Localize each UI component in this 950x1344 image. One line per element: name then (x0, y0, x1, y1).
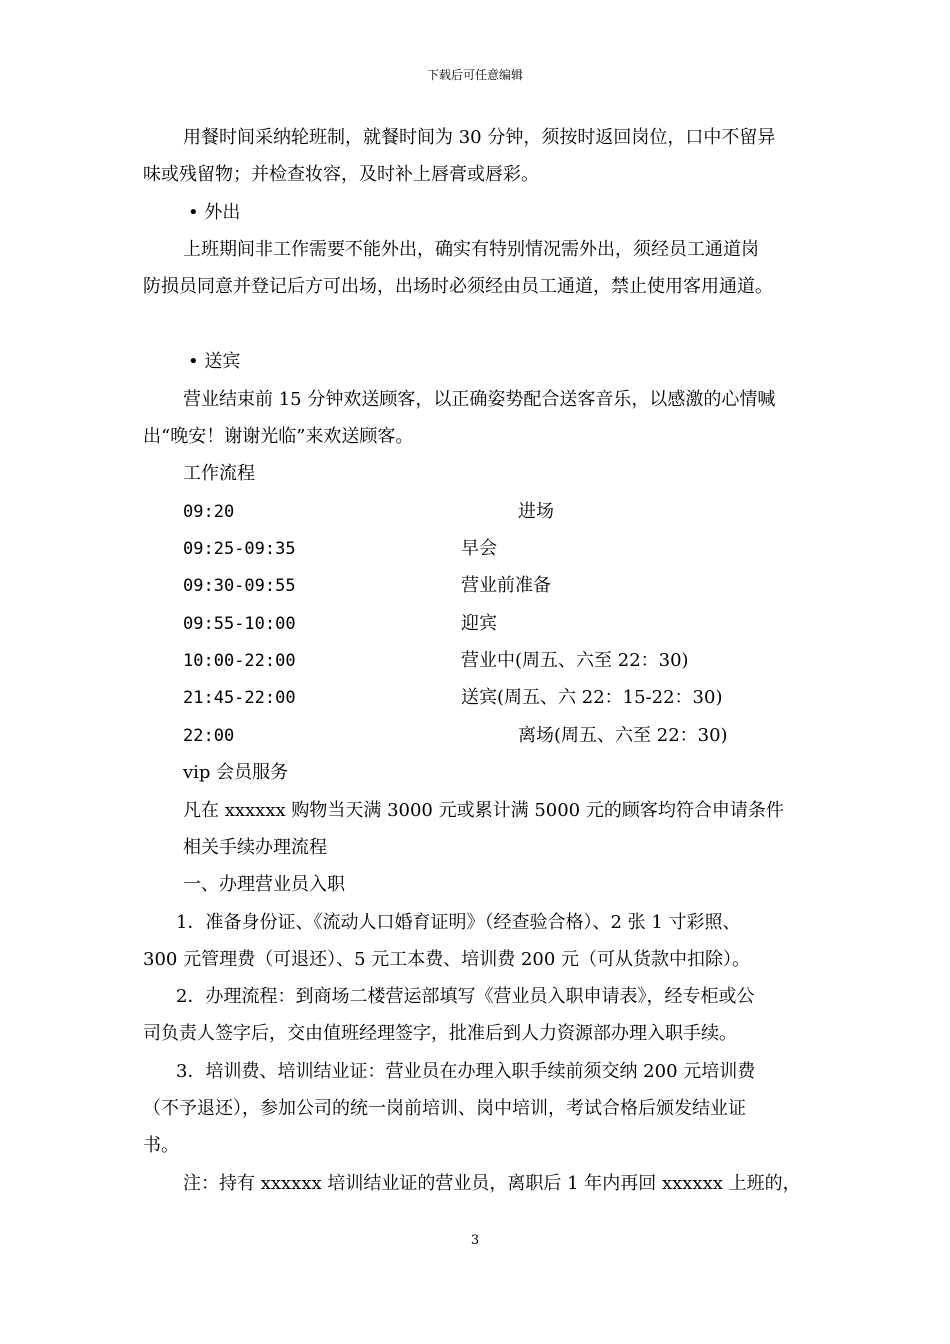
schedule-task: 离场(周五、六至 22：30) (518, 725, 728, 746)
paragraph-line: 1．准备身份证、《流动人口婚育证明》（经查验合格）、2 张 1 寸彩照、 (176, 912, 741, 933)
schedule-task: 早会 (461, 538, 497, 559)
paragraph-line: 2．办理流程：到商场二楼营运部填写《营业员入职申请表》，经专柜或公 (176, 986, 755, 1007)
section-title-outing: • 外出 (188, 202, 241, 223)
paragraph-line: 凡在 xxxxxx 购物当天满 3000 元或累计满 5000 元的顾客均符合申请条件 (183, 800, 784, 821)
schedule-task: 营业前准备 (461, 575, 551, 596)
schedule-task: 迎宾 (461, 613, 497, 634)
schedule-time: 10:00-22:00 (183, 651, 296, 671)
section-title-workflow: 工作流程 (183, 463, 255, 484)
paragraph-line: 营业结束前 15 分钟欢送顾客，以正确姿势配合送客音乐，以感激的心情喊 (183, 389, 776, 410)
schedule-time: 09:55-10:00 (183, 614, 296, 634)
paragraph-line: 300 元管理费（可退还）、5 元工本费、培训费 200 元（可从货款中扣除）。 (143, 949, 751, 970)
paragraph-line: 防损员同意并登记后方可出场，出场时必须经由员工通道，禁止使用客用通道。 (143, 276, 773, 297)
schedule-time: 09:30-09:55 (183, 576, 296, 596)
schedule-time: 21:45-22:00 (183, 688, 296, 708)
section-heading: 一、办理营业员入职 (183, 874, 345, 895)
schedule-task: 营业中(周五、六至 22：30) (461, 650, 689, 671)
section-title-vip: vip 会员服务 (183, 762, 289, 783)
schedule-time: 09:25-09:35 (183, 539, 296, 559)
paragraph-line: （不予退还），参加公司的统一岗前培训、岗中培训，考试合格后颁发结业证 (143, 1098, 746, 1119)
page-header: 下载后可任意编辑 (426, 68, 523, 82)
paragraph-line: 用餐时间采纳轮班制，就餐时间为 30 分钟，须按时返回岗位，口中不留异 (183, 127, 776, 148)
page-number: 3 (470, 1233, 480, 1248)
paragraph-line: 上班期间非工作需要不能外出，确实有特别情况需外出，须经员工通道岗 (183, 239, 759, 260)
schedule-time: 22:00 (183, 726, 235, 746)
paragraph-line: 司负责人签字后，交由值班经理签字，批准后到人力资源部办理入职手续。 (143, 1023, 737, 1044)
section-title-procedure: 相关手续办理流程 (183, 837, 327, 858)
paragraph-line: 味或残留物；并检查妆容，及时补上唇膏或唇彩。 (143, 164, 539, 185)
paragraph-line: 注：持有 xxxxxx 培训结业证的营业员，离职后 1 年内再回 xxxxxx 上班的， (183, 1173, 801, 1194)
schedule-time: 09:20 (183, 502, 235, 522)
paragraph-line: 出“晚安！谢谢光临”来欢送顾客。 (143, 426, 414, 447)
schedule-task: 进场 (518, 501, 554, 522)
section-title-farewell: • 送宾 (188, 351, 241, 372)
paragraph-line: 3．培训费、培训结业证：营业员在办理入职手续前须交纳 200 元培训费 (176, 1061, 756, 1082)
schedule-task: 送宾(周五、六 22：15-22：30) (461, 687, 723, 708)
paragraph-line: 书。 (143, 1135, 179, 1156)
